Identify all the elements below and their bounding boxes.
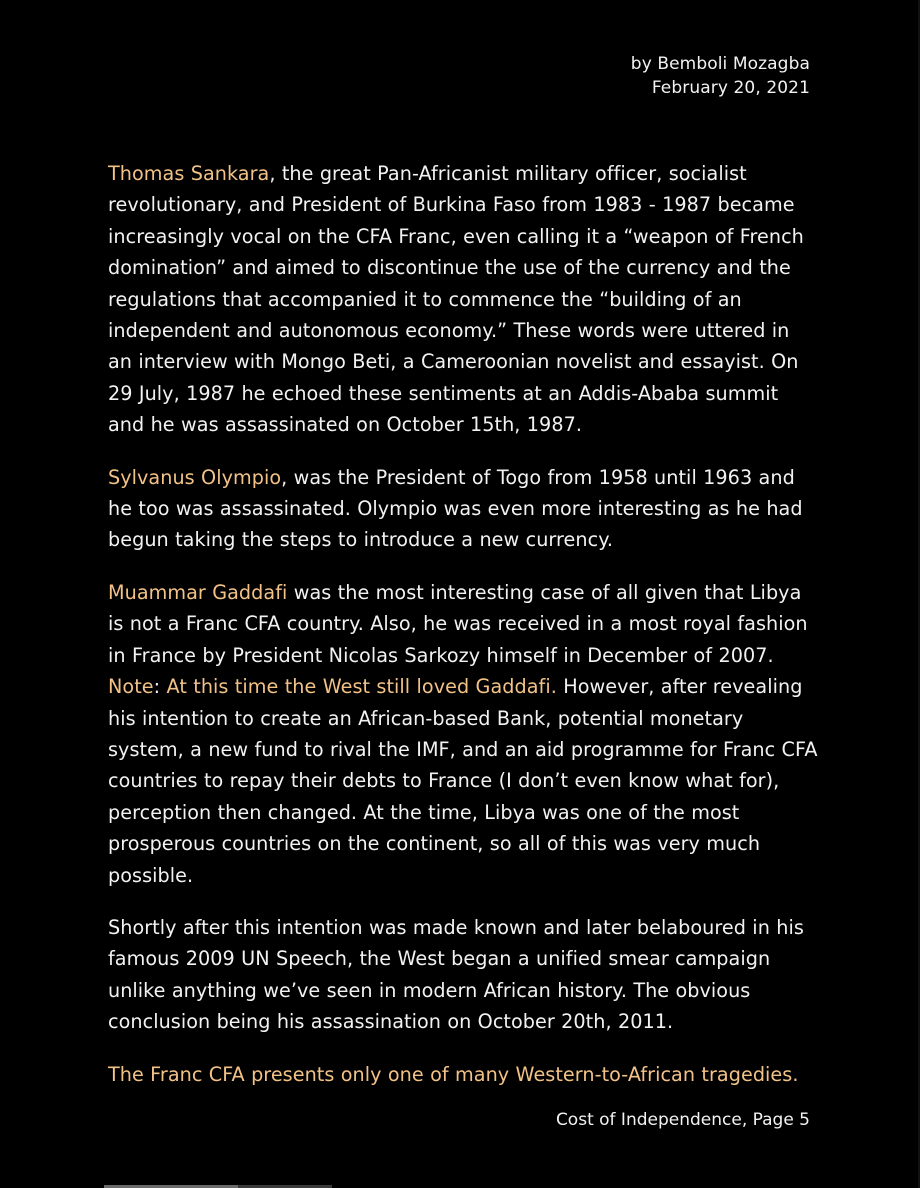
paragraph-text: However, after revealing his intention to create an African-based Bank, potential monetary system, a new fund to rival the IMF, and an aid programme for Franc CFA countries to repay their debts to France (I don’t even know what for), perception then changed. At the time, Libya was one of the most prosperous countries on the continent, so all of this was very much possible.	[108, 675, 818, 887]
article-body	[108, 158, 818, 1111]
link-muammar-gaddafi[interactable]: Muammar Gaddafi	[108, 580, 288, 604]
byline	[631, 52, 810, 100]
note-colon: :	[153, 675, 161, 699]
paragraph-olympio	[108, 462, 818, 556]
link-thomas-sankara[interactable]: Thomas Sankara	[108, 162, 270, 185]
page-number-label: Cost of Independence, Page 5	[555, 1110, 810, 1130]
author-name: by Bemboli Mozagba	[630, 54, 810, 74]
note-label: Note	[108, 675, 154, 699]
page-footer	[556, 1108, 810, 1132]
paragraph-text: , was the President of Togo from 1958 until 1963 and he too was assassinated. Olympio was even more interesting as he had begun taking the steps to introduce a new currency.	[108, 465, 803, 552]
paragraph-closing-highlight	[108, 1059, 818, 1090]
paragraph-text: was the most interesting case of all given that Libya is not a Franc CFA country. Also, he was received in a most royal fashion in France by President Nicolas Sarkozy himself in December of 2007.	[108, 580, 808, 667]
paragraph-sankara	[108, 158, 818, 441]
paragraph-text: Shortly after this intention was made known and later belaboured in his famous 2009 UN Speech, the West began a unified smear campaign unlike anything we’ve seen in modern African history. The obvious conclusion being his assassination on October 20th, 2011.	[108, 915, 804, 1034]
paragraph-smear-campaign	[108, 912, 818, 1038]
note-text: At this time the West still loved Gaddafi.	[160, 675, 557, 699]
paragraph-text: , the great Pan-Africanist military officer, socialist revolutionary, and President of Burkina Faso from 1983 - 1987 became increasingly vocal on the CFA Franc, even calling it a “weapon of French domination” and aimed to discontinue the use of the currency and the regulations that accompanied it to commence the “building of an independent and autonomous economy.” These words were uttered in an interview with Mongo Beti, a Cameroonian novelist and essayist. On 29 July, 1987 he echoed these sentiments at an Addis-Ababa summit and he was assassinated on October 15th, 1987.	[108, 162, 804, 437]
paragraph-gaddafi	[108, 577, 818, 891]
closing-highlight-text: The Franc CFA presents only one of many Western-to-African tragedies.	[108, 1062, 799, 1086]
link-sylvanus-olympio[interactable]: Sylvanus Olympio	[108, 465, 282, 489]
publish-date: February 20, 2021	[651, 78, 810, 98]
